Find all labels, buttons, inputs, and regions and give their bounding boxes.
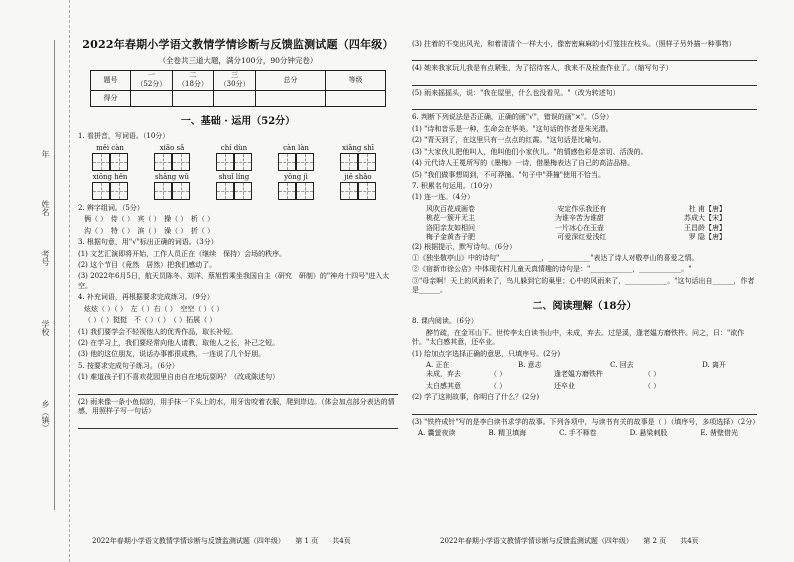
match-row[interactable] xyxy=(426,205,726,214)
pinyin-text: xiāo sǎ xyxy=(159,143,185,152)
pinyin-item xyxy=(146,173,198,200)
meaning-row[interactable] xyxy=(426,370,757,379)
answer-blank[interactable]: （ ） xyxy=(490,370,507,379)
judgement-item[interactable]: (2) "青天到了，在这里只有一点点的红霞。"这句话是比喻句。 xyxy=(412,136,606,145)
pinyin-text: měi càn xyxy=(96,143,124,152)
match-left: 桃花一簇开无主 xyxy=(426,214,475,223)
score-table xyxy=(90,70,386,107)
phrase: 未成，弃去 xyxy=(426,370,461,379)
answer-line[interactable] xyxy=(412,76,757,86)
page-1-footer: 2022年春期小学语文教情学情诊断与反馈监测试题（四年级） 第 1 页 共4页 xyxy=(92,537,351,545)
pinyin-item xyxy=(270,144,322,171)
match-left: 风吹百花成画卷 xyxy=(426,204,475,213)
judgement-item[interactable]: (5) "我们做事想周到，不可莽撞。"句子中"莽撞"使用不恰当。 xyxy=(412,170,606,179)
match-middle: 一片冰心在玉壶 xyxy=(555,223,604,232)
page-2-footer: 2022年春期小学语文教情学情诊断与反馈监测试题（四年级） 第 2 页 共4页 xyxy=(440,537,699,545)
phrase: 太白感其意 xyxy=(426,381,461,390)
score-cell[interactable] xyxy=(131,90,173,106)
answer-line[interactable] xyxy=(78,419,398,429)
judgement-item[interactable]: (1) "诗和音乐是一种，生命会在华美。"这句话的作者是朱光潜。 xyxy=(412,124,613,133)
writing-box[interactable] xyxy=(358,153,376,171)
pinyin-text: shāng wǔ xyxy=(155,172,189,181)
writing-box[interactable] xyxy=(154,182,172,200)
score-header-number: 题号 xyxy=(91,70,131,90)
writing-box[interactable] xyxy=(340,153,358,171)
question-3: 3. 根据句意，用"√"标出正确的词语。（3分） xyxy=(78,238,218,247)
writing-box[interactable] xyxy=(358,182,376,200)
pinyin-item xyxy=(332,144,384,171)
option[interactable]: A. 囊萤夜读 xyxy=(418,429,456,438)
match-right: 苏成大【宋】 xyxy=(684,214,726,223)
judgement-item[interactable]: (4) 元代诗人王冕所写的《墨梅》一诗，借墨梅表达了自己的高洁品格。 xyxy=(412,159,635,168)
score-cell[interactable] xyxy=(214,90,256,106)
phrase: 还卒业 xyxy=(554,381,575,390)
answer-blank[interactable]: （ ） xyxy=(644,370,661,379)
question-2-row[interactable]: 沟（ ） 特（ ） 滨（ ） 澡（ ） 折（ ） xyxy=(84,226,215,235)
score-header-total: 总分 xyxy=(256,70,326,90)
question-3-item[interactable]: (1) 文艺汇演即将开始，工作人员正在（继续 保持）会场的秩序。 xyxy=(78,249,287,258)
option-list xyxy=(418,429,738,438)
question-4-row[interactable]: 炫炫（ ）（ ） 左（ ）右（ ） 空空（ ）（ ） xyxy=(84,304,224,313)
exam-subtitle: （全卷共三道大题，满分100分，90分钟完卷） xyxy=(158,55,318,65)
writing-box[interactable] xyxy=(154,153,172,171)
match-row[interactable] xyxy=(426,224,726,233)
match-left: 梅子金黄杏子肥 xyxy=(426,233,475,242)
question-3-item[interactable]: (3) 2022年6月5日，航天员陈冬、刘洋、蔡旭哲乘坐我国自主（研究 研制）的"神舟十四号"进入太空。 xyxy=(78,272,390,290)
writing-box[interactable] xyxy=(172,182,190,200)
question-2-row[interactable]: 俩（ ） 侍（ ） 宾（ ） 操（ ） 析（ ） xyxy=(84,215,215,224)
section-1-heading: 一、基础 · 运用（52分） xyxy=(180,115,296,127)
match-middle: 可爱深红爱浅红 xyxy=(557,233,607,242)
question-8: 8. 课内阅读。（6分） xyxy=(412,317,478,326)
answer-blank[interactable]: （ ） xyxy=(490,381,507,390)
writing-box[interactable] xyxy=(296,153,314,171)
question-8-2: (2) 学了这则故事，你明白了什么？(2分) xyxy=(412,393,540,402)
phrase: 逢老媪方磨铁杵 xyxy=(554,370,603,379)
question-7-2: (2) 根据提示，默写诗句。（6分） xyxy=(412,242,517,251)
pinyin-text: xiǎng shī xyxy=(342,143,374,152)
writing-box[interactable] xyxy=(278,182,296,200)
score-cell[interactable] xyxy=(326,90,386,106)
question-4: 4. 补充词语，再根据要求完成练习。（9分） xyxy=(78,293,214,302)
judgement-item[interactable]: (3) "大家伙儿把他叫人，他叫他们小家伙儿。"的情感色彩是亲切、活泼的。 xyxy=(412,147,648,156)
binding-line xyxy=(54,40,55,510)
question-8-3: (3) "铁杵成针"写的是李白读书求学的故事。下列各项中，与读书有关的故事是（ ）（填序号，多项选择）（2分） xyxy=(412,417,760,426)
option[interactable]: B. 精卫填海 xyxy=(488,429,527,438)
pinyin-text: chí dùn xyxy=(220,143,248,152)
question-5-item: (5) 雨来摇摇头，说："我在屋里，什么也没看见。"（改为转述句） xyxy=(412,88,620,97)
question-2: 2. 辨字组词。（5分） xyxy=(78,203,144,212)
option: C. 回去 xyxy=(610,361,634,369)
score-cell[interactable] xyxy=(256,90,326,106)
pinyin-item xyxy=(332,173,384,200)
question-7-sub: (1) 连一连。（4分） xyxy=(412,193,475,202)
score-header-part2: 二 （18分） xyxy=(172,70,214,90)
writing-box[interactable] xyxy=(172,153,190,171)
question-5-item: (3) 拄着的不变出风光，和着清清个一样大小，像密密麻麻的小灯笼挂在枝头。（照样子另外描一种事物） xyxy=(412,40,736,48)
score-header-part3: 三 （30分） xyxy=(214,70,256,90)
writing-box[interactable] xyxy=(296,182,314,200)
question-4-item: (2) 在学习上，我们要经常向他人请教，取他人之长，补己之短。 xyxy=(78,339,280,348)
pinyin-text: xiōng hěn xyxy=(92,172,128,181)
binding-label-grade: 年 xyxy=(41,150,50,158)
writing-box[interactable] xyxy=(216,153,234,171)
question-5-item: (2) 雨来像一条小鱼似的，用手抹一下头上的水，用牙齿咬着衣服，爬到岸边。（体会加点部分表达的情感，用照样子写一句话） xyxy=(78,397,395,416)
pinyin-item xyxy=(146,144,198,171)
binding-label-id: 考号 xyxy=(41,250,50,266)
question-5-item: (4) 她来我家玩儿我是有点紧张，为了招待客人，我来不及检查作业了。（缩写句子） xyxy=(412,64,673,73)
question-6: 6. 判断下列说法是否正确，正确的画"√"，错误的画"×"。（5分） xyxy=(412,113,614,122)
match-right: 罗 隐【唐】 xyxy=(688,233,726,242)
page-2 xyxy=(412,40,760,439)
pinyin-text: jiě shǎo xyxy=(344,172,372,181)
match-right: 王昌龄【唐】 xyxy=(684,223,726,232)
answer-line[interactable] xyxy=(412,100,757,110)
pinyin-text: yǒng jì xyxy=(284,172,308,181)
page-title: 2022年春期小学语文教情学情诊断与反馈监测试题（四年级） xyxy=(82,38,394,51)
pinyin-grid xyxy=(84,144,394,200)
writing-box[interactable] xyxy=(92,153,110,171)
binding-label-name: 姓名 xyxy=(41,200,50,216)
answer-line[interactable] xyxy=(78,385,398,395)
pinyin-text: càn làn xyxy=(283,143,309,152)
binding-margin xyxy=(0,0,70,562)
writing-box[interactable] xyxy=(110,153,128,171)
option: A. 正在 xyxy=(426,361,450,369)
recitation-item[interactable]: ③"母亲啊！天上的风雨来了，鸟儿躲到它的巢里；心中的风雨来了，____________。"这句话出自______，作者是______。 xyxy=(412,276,755,295)
option[interactable]: D. 悬梁刺股 xyxy=(629,429,668,438)
pinyin-item xyxy=(208,173,260,200)
meaning-row[interactable] xyxy=(426,382,757,391)
reading-passage: 醉竹疏，在金耳山下。世传李太白读书山中，未成，弃去。过是溪，逢老媪方磨铁杵。问之，曰："欲作针。"太白感其意，还卒业。 xyxy=(412,328,745,347)
score-header-grade: 等级 xyxy=(326,70,386,90)
match-middle: 为谁辛苦为谁甜 xyxy=(555,214,604,223)
score-cell[interactable] xyxy=(172,90,214,106)
answer-blank[interactable]: （ ） xyxy=(644,381,661,390)
match-row[interactable] xyxy=(426,233,726,242)
pinyin-text: shuǐ líng xyxy=(218,172,250,181)
question-5-item: (1) 难道孩子们不喜欢花园里自由自在地玩耍吗？（改成陈述句） xyxy=(78,373,280,382)
match-right: 杜 甫【唐】 xyxy=(688,204,726,213)
answer-line[interactable] xyxy=(412,405,757,415)
question-7: 7. 积累名句运用。（10分） xyxy=(412,181,497,190)
recitation-item[interactable]: ②《宿新市徐公店》中体现农村儿童天真情趣的诗句是："____________，____________。" xyxy=(412,265,692,274)
score-header-part1: 一 （52分） xyxy=(131,70,173,90)
match-middle: 安定作乐我还有 xyxy=(557,204,607,213)
writing-box[interactable] xyxy=(234,182,252,200)
question-3-item[interactable]: (2) 这个节目（竟然 居然）把我们感动了。 xyxy=(78,260,217,269)
writing-box[interactable] xyxy=(92,182,110,200)
score-row-label: 得分 xyxy=(91,90,131,106)
writing-box[interactable] xyxy=(278,153,296,171)
writing-box[interactable] xyxy=(110,182,128,200)
writing-box[interactable] xyxy=(216,182,234,200)
option: B. 意志 xyxy=(518,361,542,369)
match-row[interactable] xyxy=(426,214,726,223)
match-left: 洛阳亲友如相问 xyxy=(426,223,475,232)
question-4-item: (3) 他的这位朋友，说话办事都很成熟，一连说了几个好朋。 xyxy=(78,350,266,359)
pinyin-item xyxy=(208,144,260,171)
pinyin-item xyxy=(270,173,322,200)
recitation-item[interactable]: ①《独坐敬亭山》中的诗句"____________，____________"表达了诗人对敬亭山的喜爱之情。 xyxy=(412,254,699,262)
question-8-1: (1) 给加点字选择正确的意思，只填序号。(2分) xyxy=(412,349,561,358)
question-1: 1. 看拼音，写词语。（10分） xyxy=(78,132,170,141)
question-4-row[interactable]: （ ）（ ）挺挺 不（ ）（ ） （ ）拓展（ ） xyxy=(84,316,217,325)
binding-label-town: 乡（镇） xyxy=(41,400,50,432)
question-4-item: (1) 我们要学会不轻视他人的优秀作品，取长补短。 xyxy=(78,327,238,336)
question-5: 5. 按要求完成句子练习。（6分） xyxy=(78,361,179,370)
pinyin-item xyxy=(84,173,136,200)
writing-box[interactable] xyxy=(340,182,358,200)
option: D. 离开 xyxy=(702,361,726,369)
answer-line[interactable] xyxy=(412,51,757,61)
binding-label-school: 学校 xyxy=(41,320,50,336)
option[interactable]: E. 凿壁借光 xyxy=(700,429,738,438)
pinyin-item xyxy=(84,144,136,171)
page-1 xyxy=(78,38,398,432)
option[interactable]: C. 手不释卷 xyxy=(559,429,597,438)
writing-box[interactable] xyxy=(234,153,252,171)
section-2-heading: 二、阅读理解（18分） xyxy=(532,300,637,312)
